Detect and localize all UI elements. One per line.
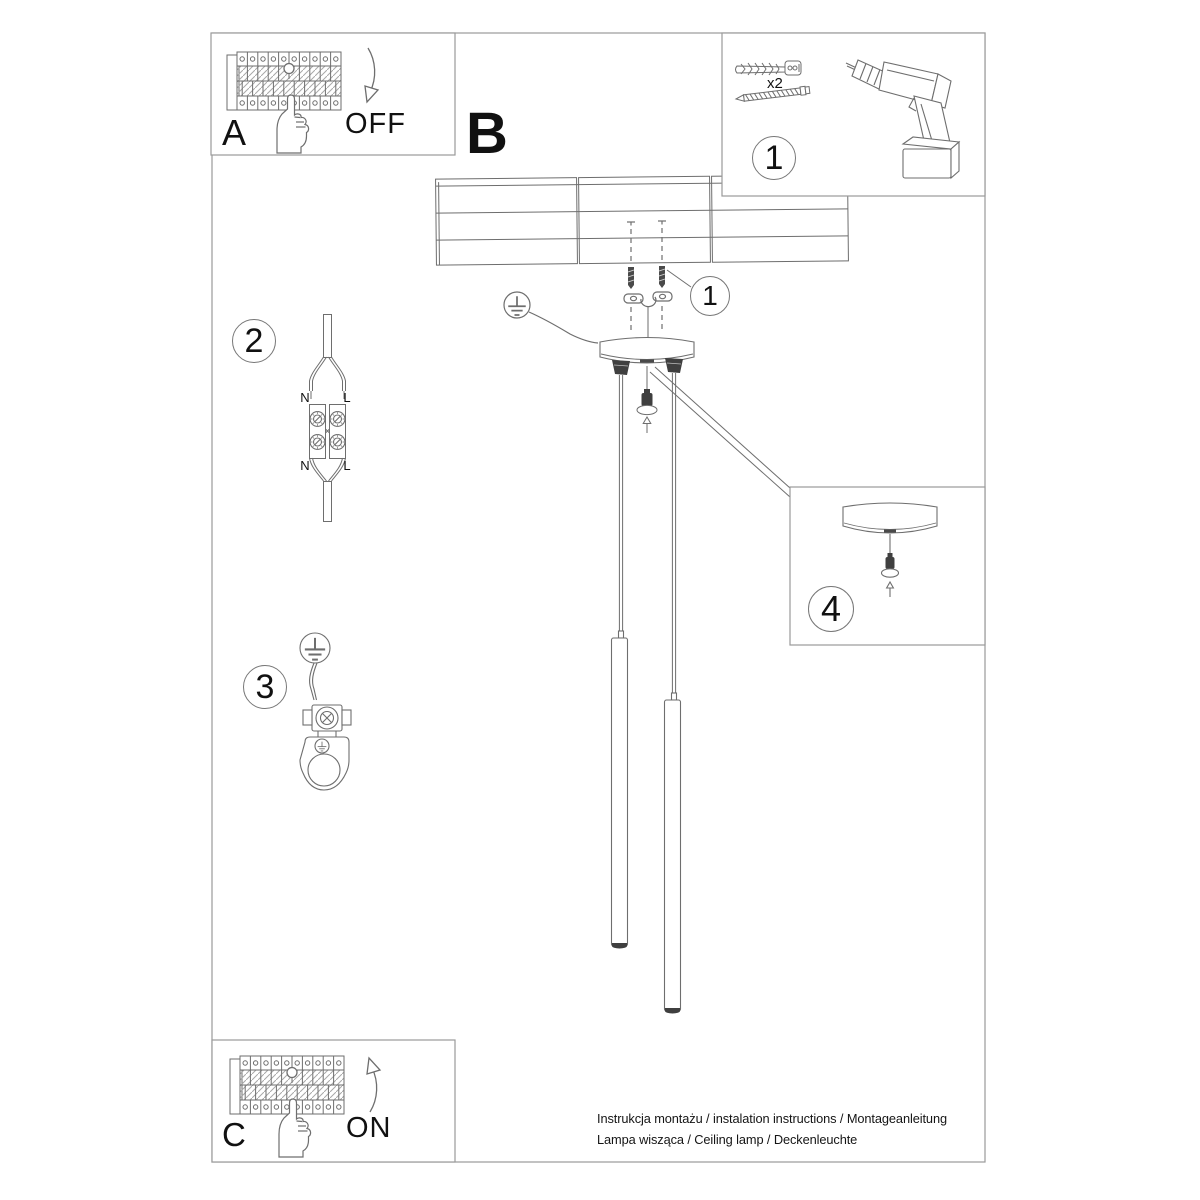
wall-plug-quantity: x2	[767, 75, 783, 92]
ground-step-number: 3	[255, 667, 275, 706]
footer-product-line: Lampa wisząca / Ceiling lamp / Deckenleuchte	[597, 1132, 858, 1147]
footer-title-line: Instrukcja montażu / instalation instructions / Montageanleitung	[597, 1111, 947, 1126]
box-c	[212, 1040, 455, 1162]
canopy-step-badge	[808, 586, 854, 632]
mounting-bracket	[624, 292, 672, 338]
ground-terminal-diagram	[300, 633, 351, 790]
step-c-label: C	[222, 1116, 246, 1153]
wiring-diagram	[310, 315, 346, 522]
live-label-bottom: L	[343, 458, 351, 473]
on-label: ON	[346, 1112, 392, 1144]
pendant-tubes	[612, 631, 681, 1014]
parts-box-number-badge	[752, 136, 796, 180]
bracket-callout-badge	[690, 276, 730, 316]
ground-symbol-main	[504, 292, 598, 343]
neutral-label-top: N	[300, 390, 310, 405]
bracket-callout-number: 1	[702, 280, 718, 311]
detail-leader-lines	[650, 367, 790, 497]
wiring-step-badge	[232, 319, 276, 363]
ground-step-badge	[243, 665, 287, 709]
off-label: OFF	[345, 108, 406, 140]
live-label-top: L	[343, 390, 351, 405]
canopy-step-number: 4	[820, 588, 842, 629]
step-b-label: B	[466, 101, 508, 166]
neutral-label-bottom: N	[300, 458, 310, 473]
bracket-callout-leader	[667, 270, 691, 287]
parts-box-number: 1	[764, 138, 784, 177]
step-a-label: A	[222, 112, 247, 153]
wiring-step-number: 2	[244, 321, 264, 360]
box-a	[211, 33, 455, 155]
